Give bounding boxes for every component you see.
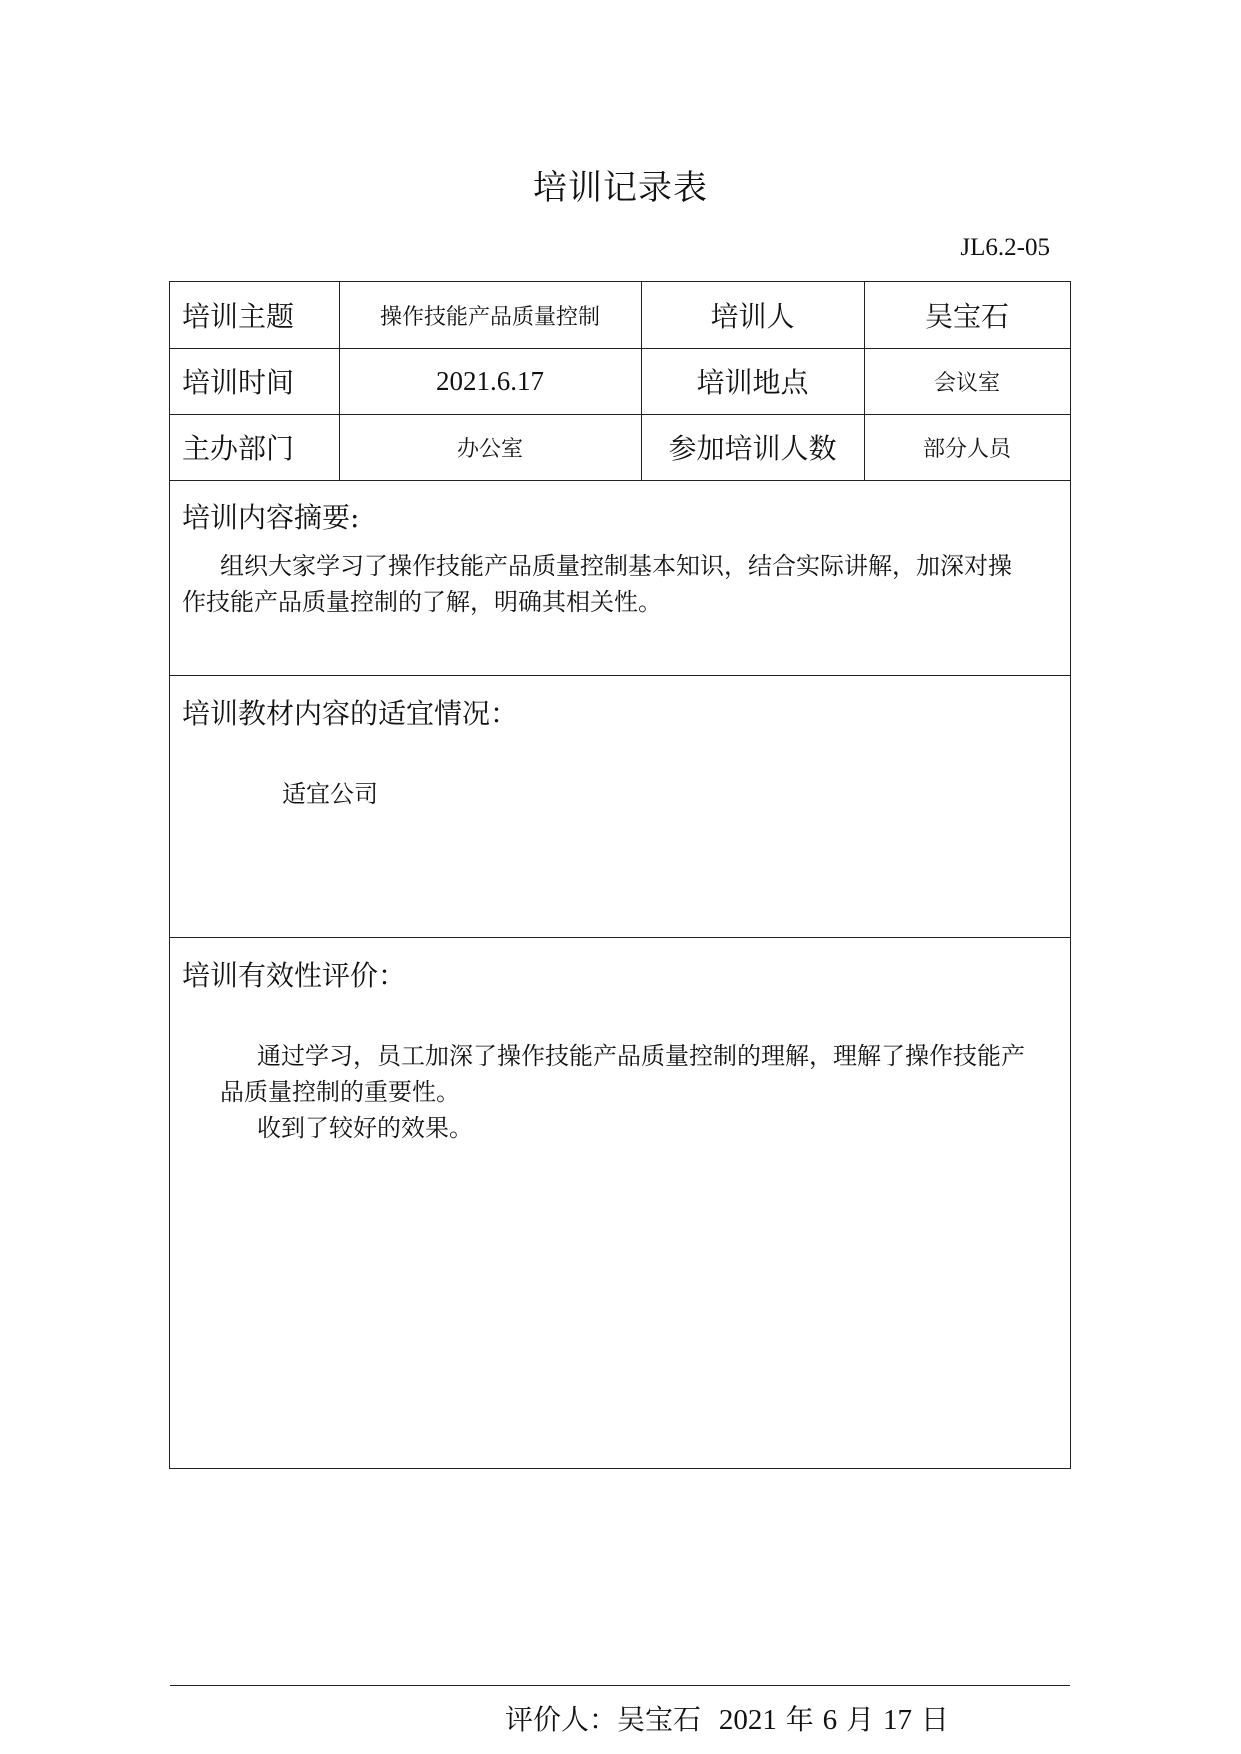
location-label: 培训地点 [696,366,809,399]
eval-day: 17 [883,1703,912,1736]
suitability-value: 适宜公司 [282,780,378,808]
effectiveness-label: 培训有效性评价： [182,959,407,992]
topic-label: 培训主题 [182,300,295,333]
location-value: 会议室 [933,370,1000,396]
summary-label: 培训内容摘要: [182,501,360,534]
suitability-label: 培训教材内容的适宜情况： [182,697,519,730]
effectiveness-line-2: 品质量控制的重要性。 [220,1078,460,1106]
evaluator-label: 评价人： [505,1702,618,1736]
document-code: JL6.2-05 [960,234,1050,261]
row-divider [170,937,1070,938]
evaluator-signature-line [505,1698,949,1738]
training-record-form [169,281,1071,1736]
eval-month-unit: 月 [846,1702,875,1736]
attendees-label: 参加培训人数 [668,432,837,465]
time-label: 培训时间 [182,366,295,399]
eval-year: 2021 [718,1703,777,1736]
summary-line-2: 作技能产品质量控制的了解，明确其相关性。 [182,588,662,616]
evaluator-name: 吴宝石 [617,1702,702,1736]
eval-year-unit: 年 [785,1702,814,1736]
page-title: 培训记录表 [533,168,708,208]
effectiveness-line-1: 通过学习，员工加深了操作技能产品质量控制的理解，理解了操作技能产 [257,1042,1025,1070]
eval-month: 6 [822,1703,838,1736]
dept-label: 主办部门 [182,432,295,465]
dept-value: 办公室 [456,436,523,462]
trainer-value: 吴宝石 [924,300,1009,333]
row-divider [170,675,1070,676]
row-divider [170,480,1070,481]
time-value: 2021.6.17 [436,365,544,396]
attendees-value: 部分人员 [922,436,1011,462]
effectiveness-line-3: 收到了较好的效果。 [257,1114,473,1142]
evaluation-footer [170,1685,1072,1750]
summary-line-1: 组织大家学习了操作技能产品质量控制基本知识，结合实际讲解，加深对操 [220,552,1012,580]
eval-day-unit: 日 [920,1702,949,1736]
trainer-label: 培训人 [710,300,795,333]
topic-value: 操作技能产品质量控制 [379,304,600,330]
